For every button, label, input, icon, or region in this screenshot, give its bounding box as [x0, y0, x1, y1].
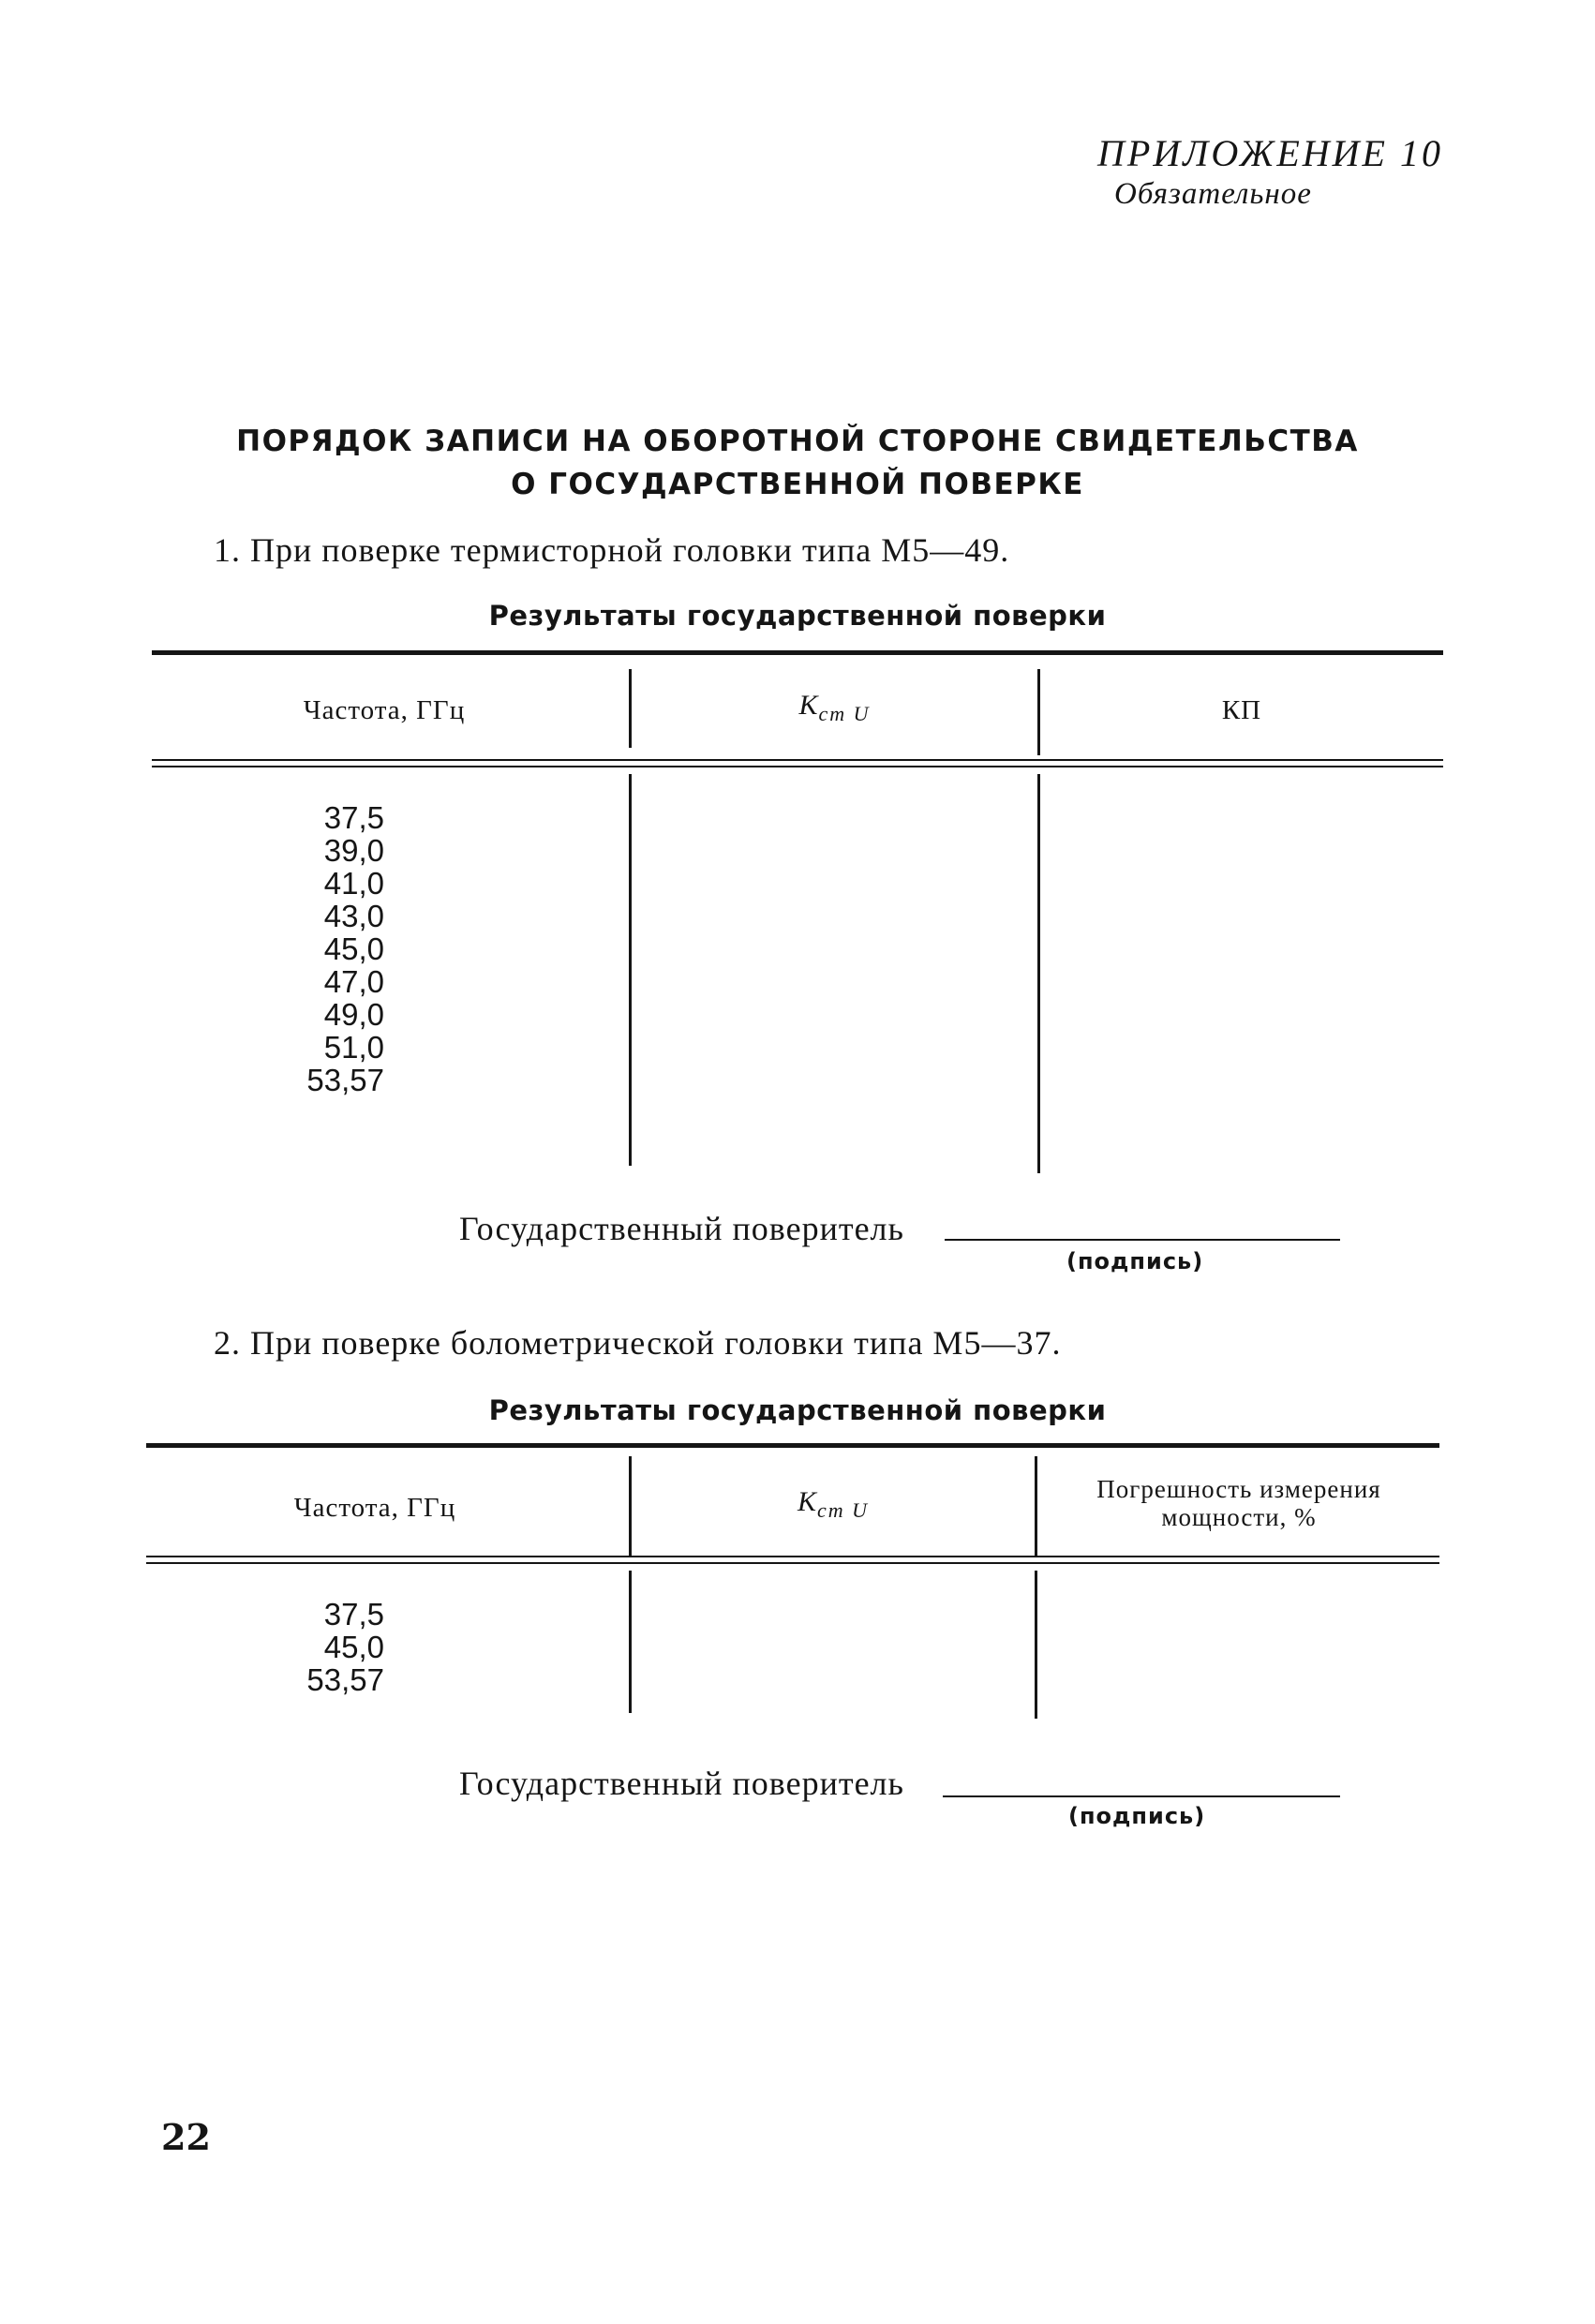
table-1-header-rule-b — [152, 766, 1443, 767]
table-1-k-sub: ст U — [818, 702, 871, 725]
table-1-body-divider-1 — [629, 774, 632, 1166]
table-1-frequency-list — [281, 801, 384, 1096]
table-2-k-main: К — [798, 1486, 817, 1517]
table-1-header-k — [632, 690, 1037, 726]
table-2-header-k — [632, 1486, 1035, 1523]
frequency-value: 41,0 — [323, 866, 384, 901]
table-2-top-rule — [146, 1443, 1439, 1448]
table-2-header-error — [1037, 1475, 1440, 1531]
table-1-k-main: К — [798, 690, 819, 721]
frequency-value: 47,0 — [323, 964, 384, 999]
appendix-subtitle: Обязательное — [1114, 177, 1312, 211]
table-2-header-frequency: Частота, ГГц — [293, 1493, 456, 1523]
appendix-title: ПРИЛОЖЕНИЕ 10 — [1097, 132, 1443, 174]
section-2-text: 2. При поверке болометрической головки типа М5—37. — [214, 1324, 1062, 1362]
section-1-signature-line — [945, 1239, 1340, 1241]
section-2-signature-label: Государственный поверитель — [459, 1765, 904, 1802]
table-2-header-rule-a — [146, 1556, 1439, 1557]
section-2-caption: Результаты государственной поверки — [488, 1394, 1107, 1426]
table-2-body-divider-2 — [1035, 1571, 1037, 1719]
frequency-value: 37,5 — [323, 800, 384, 835]
table-2-header-error-line-1: Погрешность измерения — [1096, 1475, 1381, 1503]
frequency-value: 53,57 — [306, 1662, 384, 1697]
frequency-value: 45,0 — [323, 931, 384, 966]
page-number: 22 — [161, 2116, 211, 2158]
table-1-body-divider-2 — [1037, 774, 1040, 1173]
frequency-value: 53,57 — [306, 1063, 384, 1097]
frequency-value: 37,5 — [323, 1597, 384, 1631]
table-1-top-rule — [152, 650, 1443, 655]
frequency-value: 45,0 — [323, 1630, 384, 1664]
table-1-header-rule-a — [152, 759, 1443, 761]
table-2-k-sub: ст U — [816, 1498, 869, 1522]
heading-line-2: О ГОСУДАРСТВЕННОЙ ПОВЕРКЕ — [511, 468, 1084, 501]
appendix-label — [1097, 131, 1443, 212]
section-1-caption: Результаты государственной поверки — [488, 600, 1107, 632]
frequency-value: 51,0 — [323, 1030, 384, 1065]
section-2-signature-line — [943, 1795, 1340, 1797]
frequency-value: 43,0 — [323, 899, 384, 933]
table-2-frequency-list — [281, 1598, 384, 1696]
table-2-body-divider-1 — [629, 1571, 632, 1713]
section-1-signature-label: Государственный поверитель — [459, 1210, 904, 1247]
document-heading — [0, 420, 1595, 506]
frequency-value: 49,0 — [323, 997, 384, 1032]
table-2-header-rule-b — [146, 1562, 1439, 1564]
section-2-signature-note: (подпись) — [1068, 1803, 1206, 1829]
table-1-header-frequency: Частота, ГГц — [303, 695, 466, 725]
table-2-header-error-line-2: мощности, % — [1161, 1503, 1317, 1531]
table-1-header-kp: КП — [1221, 695, 1262, 725]
section-1-text: 1. При поверке термисторной головки типа М5—49. — [214, 531, 1010, 569]
heading-line-1: ПОРЯДОК ЗАПИСИ НА ОБОРОТНОЙ СТОРОНЕ СВИДЕТЕЛЬСТВА — [236, 425, 1359, 458]
section-1-signature-note: (подпись) — [1066, 1248, 1204, 1274]
frequency-value: 39,0 — [323, 833, 384, 868]
